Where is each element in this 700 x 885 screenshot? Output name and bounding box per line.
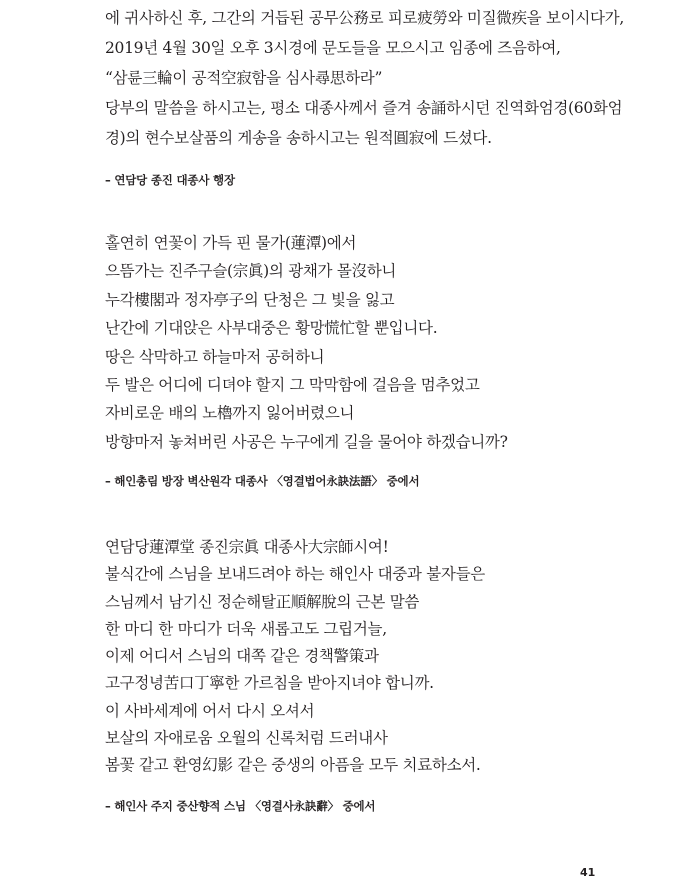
poem-line: 방향마저 놓쳐버린 사공은 누구에게 길을 물어야 하겠습니까?: [105, 432, 508, 451]
citation: – 해인사 주지 중산향적 스님 〈영결사永訣辭〉 중에서: [105, 798, 376, 813]
text-line: 2019년 4월 30일 오후 3시경에 문도들을 모으시고 임종에 즈음하여,: [105, 39, 561, 57]
text-line: “삼륜三輪이 공적空寂함을 심사尋思하라”: [105, 69, 383, 87]
poem-line: 불식간에 스님을 보내드려야 하는 해인사 대중과 불자들은: [105, 565, 485, 584]
poem-line: 난간에 기대앉은 사부대중은 황망慌忙할 뿐입니다.: [105, 319, 438, 338]
poem-line: 으뜸가는 진주구슬(宗眞)의 광채가 몰沒하니: [105, 262, 397, 281]
citation: – 연담당 종진 대종사 행장: [105, 173, 235, 187]
poem-line: 이 사바세계에 어서 다시 오셔서: [105, 701, 315, 720]
poem-line: 이제 어디서 스님의 대쪽 같은 경책警策과: [105, 647, 379, 666]
poem-line: 한 마디 한 마디가 더욱 새롭고도 그립거늘,: [105, 619, 387, 638]
text-line: 경)의 현수보살품의 게송을 송하시고는 원적圓寂에 드셨다.: [105, 129, 492, 147]
poem-dharma-words: [105, 233, 665, 489]
poem-line: 홀연히 연꽃이 가득 핀 물가(蓮潭)에서: [105, 234, 357, 252]
poem-farewell-address: [105, 537, 665, 814]
text-line: 당부의 말씀을 하시고는, 평소 대종사께서 즐겨 송誦하시던 진역화엄경(60화엄: [105, 99, 623, 117]
eulogy-excerpt-conduct: [105, 8, 665, 188]
poem-line: 자비로운 배의 노櫓까지 잃어버렸으니: [105, 404, 355, 423]
poem-line: 두 발은 어디에 디뎌야 할지 그 막막함에 걸음을 멈추었고: [105, 375, 480, 394]
text-line: 에 귀사하신 후, 그간의 거듭된 공무公務로 피로疲勞와 미질微疾을 보이시다가,: [105, 9, 624, 27]
poem-line: 봄꽃 같고 환영幻影 같은 중생의 아픔을 모두 치료하소서.: [105, 756, 481, 775]
poem-line: 땅은 삭막하고 하늘마저 공허하니: [105, 347, 325, 366]
poem-line: 고구정녕苦口丁寧한 가르침을 받아지녀야 합니까.: [105, 674, 434, 693]
poem-line: 스님께서 남기신 정순해탈正順解脫의 근본 말씀: [105, 592, 420, 611]
citation: – 해인총림 방장 벽산원각 대종사 〈영결법어永訣法語〉 중에서: [105, 474, 420, 489]
page-number: 41: [580, 866, 596, 879]
poem-line: 보살의 자애로움 오월의 신록처럼 드러내사: [105, 729, 388, 748]
poem-line: 누각樓閣과 정자亭子의 단청은 그 빛을 잃고: [105, 290, 395, 309]
poem-line: 연담당蓮潭堂 종진宗眞 대종사大宗師시여!: [105, 538, 389, 556]
